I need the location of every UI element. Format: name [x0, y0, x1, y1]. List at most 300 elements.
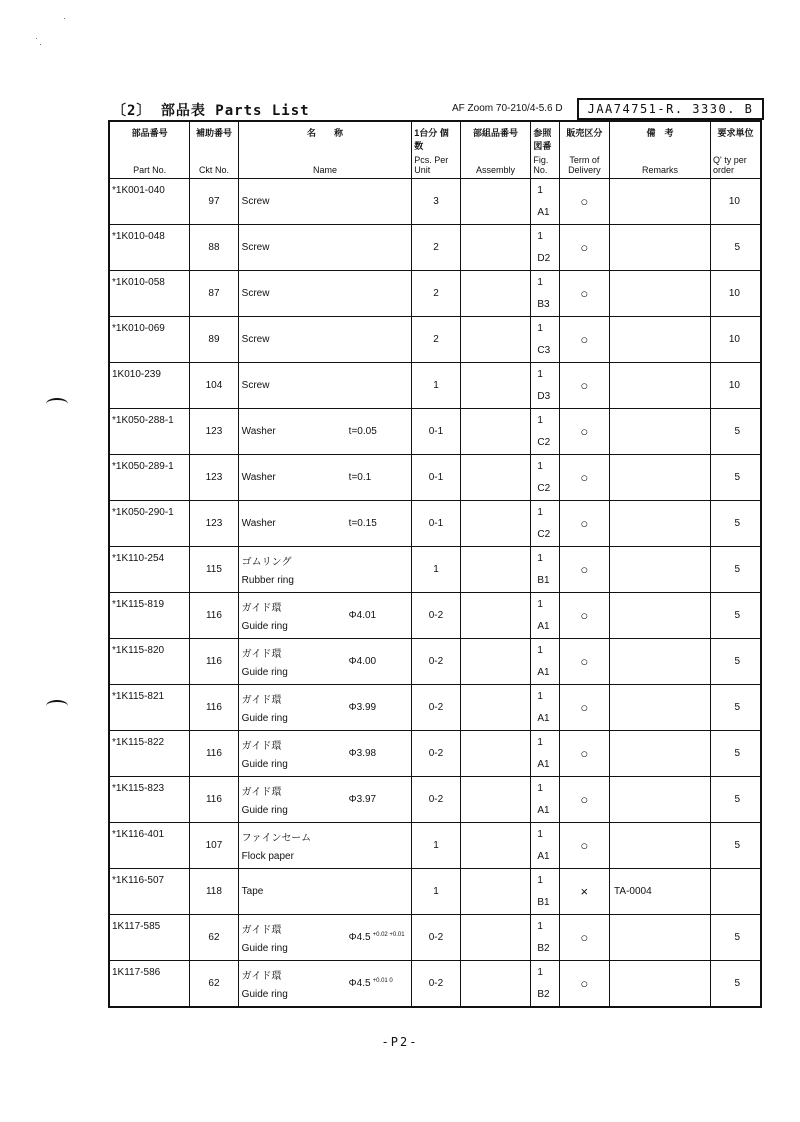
- table-row: [109, 639, 761, 685]
- specification: Φ3.97: [348, 794, 377, 805]
- part-number: *1K115-819: [112, 599, 165, 610]
- ckt-number-cell: [190, 455, 238, 501]
- pcs-cell: [412, 455, 460, 501]
- ckt-number-cell: [190, 685, 238, 731]
- name-cell: [238, 915, 412, 961]
- ckt-number: 116: [205, 794, 222, 805]
- parts-table: [108, 120, 762, 1008]
- fig-location: A1: [537, 805, 550, 816]
- pcs-cell: [412, 317, 460, 363]
- fig-number: 1: [537, 645, 543, 656]
- pcs-per-unit: 0-2: [428, 932, 444, 943]
- fig-location: C2: [537, 529, 551, 540]
- qty-per-order: 5: [734, 242, 740, 253]
- fig-location: A1: [537, 621, 550, 632]
- qty-cell: [710, 869, 761, 915]
- table-row: [109, 455, 761, 501]
- part-number-cell: [109, 179, 190, 225]
- qty-cell: [710, 777, 761, 823]
- ckt-number-cell: [190, 179, 238, 225]
- qty-cell: [710, 317, 761, 363]
- term-cell: [559, 501, 609, 547]
- pcs-cell: [412, 225, 460, 271]
- ckt-number-cell: [190, 961, 238, 1008]
- term-cell: [559, 639, 609, 685]
- pcs-per-unit: 2: [433, 334, 439, 345]
- ckt-number-cell: [190, 869, 238, 915]
- ckt-number-cell: [190, 501, 238, 547]
- fig-cell: [531, 685, 559, 731]
- fig-location: D3: [537, 391, 551, 402]
- ckt-number-cell: [190, 409, 238, 455]
- column-header-qty-per-order: 要求単位 Q' ty per order: [710, 121, 761, 179]
- pcs-per-unit: 2: [433, 288, 439, 299]
- table-row: [109, 225, 761, 271]
- term-of-delivery-mark: ○: [580, 608, 589, 623]
- term-cell: [559, 271, 609, 317]
- pcs-cell: [412, 593, 460, 639]
- term-cell: [559, 915, 609, 961]
- qty-cell: [710, 823, 761, 869]
- pcs-cell: [412, 639, 460, 685]
- ckt-number: 116: [205, 702, 222, 713]
- pcs-per-unit: 1: [433, 840, 439, 851]
- ckt-number-cell: [190, 593, 238, 639]
- term-cell: [559, 593, 609, 639]
- ckt-number: 123: [205, 518, 223, 529]
- qty-cell: [710, 685, 761, 731]
- fig-number: 1: [537, 875, 543, 886]
- qty-cell: [710, 501, 761, 547]
- page-header: [112, 98, 762, 120]
- term-cell: [559, 363, 609, 409]
- name-en: Washer: [241, 426, 276, 437]
- specification: Φ4.01: [348, 610, 377, 621]
- part-number-cell: [109, 961, 190, 1008]
- part-number-cell: [109, 455, 190, 501]
- table-header-row: [109, 121, 761, 179]
- assembly-cell: [460, 455, 531, 501]
- name-ja: ガイド環: [241, 649, 282, 660]
- part-number-cell: [109, 685, 190, 731]
- name-en: Guide ring: [241, 713, 288, 724]
- ckt-number-cell: [190, 363, 238, 409]
- ckt-number: 123: [205, 472, 223, 483]
- assembly-cell: [460, 271, 531, 317]
- pcs-per-unit: 0-2: [428, 978, 444, 989]
- ckt-number: 116: [205, 610, 222, 621]
- scan-speck: [40, 44, 41, 45]
- name-cell: [238, 639, 412, 685]
- pcs-per-unit: 0-2: [428, 794, 444, 805]
- pcs-cell: [412, 731, 460, 777]
- tolerance: +0.02 +0.01: [372, 932, 405, 938]
- name-ja: ガイド環: [241, 695, 282, 706]
- fig-number: 1: [537, 415, 543, 426]
- fig-number: 1: [537, 553, 543, 564]
- part-number-cell: [109, 409, 190, 455]
- name-cell: [238, 547, 412, 593]
- qty-per-order: 5: [734, 794, 740, 805]
- qty-per-order: 5: [734, 932, 740, 943]
- remarks-cell: [610, 777, 711, 823]
- part-number-cell: [109, 593, 190, 639]
- part-number-cell: [109, 915, 190, 961]
- name-en: Screw: [241, 196, 270, 207]
- part-number: *1K115-823: [112, 783, 165, 794]
- fig-number: 1: [537, 369, 543, 380]
- name-en: Rubber ring: [241, 575, 294, 586]
- table-row: [109, 317, 761, 363]
- qty-per-order: 5: [734, 748, 740, 759]
- remarks-cell: [610, 179, 711, 225]
- pcs-cell: [412, 363, 460, 409]
- fig-number: 1: [537, 599, 543, 610]
- fig-number: 1: [537, 231, 543, 242]
- pcs-per-unit: 0-2: [428, 748, 444, 759]
- name-cell: [238, 179, 412, 225]
- term-cell: [559, 225, 609, 271]
- column-header-fig-no: 参照 図番 Fig. No.: [531, 121, 559, 179]
- fig-cell: [531, 409, 559, 455]
- column-header-assembly: 部組品番号 Assembly: [460, 121, 531, 179]
- fig-number: 1: [537, 185, 543, 196]
- part-number-cell: [109, 869, 190, 915]
- ckt-number: 115: [205, 564, 222, 575]
- specification: Φ3.98: [348, 748, 377, 759]
- scan-speck: [36, 38, 37, 39]
- fig-cell: [531, 179, 559, 225]
- term-of-delivery-mark: ○: [580, 516, 589, 531]
- specification: t=0.15: [348, 518, 377, 529]
- part-number-cell: [109, 639, 190, 685]
- term-of-delivery-mark: ×: [580, 884, 589, 899]
- table-row: [109, 179, 761, 225]
- punch-hole-mark: [46, 398, 68, 410]
- remarks-cell: [610, 225, 711, 271]
- ckt-number-cell: [190, 731, 238, 777]
- name-en: Tape: [241, 886, 264, 897]
- specification: t=0.1: [348, 472, 372, 483]
- part-number: 1K117-585: [112, 921, 161, 932]
- qty-per-order: 5: [734, 978, 740, 989]
- term-of-delivery-mark: ○: [580, 700, 589, 715]
- assembly-cell: [460, 869, 531, 915]
- part-number-cell: [109, 823, 190, 869]
- specification: Φ4.5 $^{+0.02 +0.01}$: [348, 932, 405, 943]
- name-cell: [238, 961, 412, 1008]
- term-of-delivery-mark: ○: [580, 240, 589, 255]
- qty-per-order: 5: [734, 518, 740, 529]
- fig-cell: [531, 869, 559, 915]
- remarks-cell: [610, 915, 711, 961]
- term-cell: [559, 409, 609, 455]
- assembly-cell: [460, 685, 531, 731]
- document-number: JAA74751-R. 3330. B: [577, 98, 764, 120]
- name-cell: [238, 455, 412, 501]
- name-en: Screw: [241, 334, 270, 345]
- pcs-cell: [412, 547, 460, 593]
- pcs-per-unit: 1: [433, 564, 439, 575]
- term-of-delivery-mark: ○: [580, 976, 589, 991]
- qty-cell: [710, 639, 761, 685]
- fig-location: A1: [537, 713, 550, 724]
- fig-location: A1: [537, 851, 550, 862]
- qty-cell: [710, 455, 761, 501]
- assembly-cell: [460, 915, 531, 961]
- term-cell: [559, 685, 609, 731]
- fig-number: 1: [537, 967, 543, 978]
- assembly-cell: [460, 731, 531, 777]
- name-en: Guide ring: [241, 759, 288, 770]
- fig-number: 1: [537, 829, 543, 840]
- remarks-cell: [610, 547, 711, 593]
- fig-cell: [531, 317, 559, 363]
- ckt-number-cell: [190, 639, 238, 685]
- name-ja: ファインセーム: [241, 833, 312, 844]
- pcs-per-unit: 0-2: [428, 656, 444, 667]
- fig-location: A1: [537, 667, 550, 678]
- term-of-delivery-mark: ○: [580, 930, 589, 945]
- name-en: Screw: [241, 380, 270, 391]
- remarks-cell: [610, 317, 711, 363]
- fig-location: C2: [537, 437, 551, 448]
- remarks-cell: [610, 455, 711, 501]
- part-number: *1K115-822: [112, 737, 165, 748]
- remarks-cell: [610, 823, 711, 869]
- pcs-cell: [412, 823, 460, 869]
- pcs-cell: [412, 179, 460, 225]
- term-of-delivery-mark: ○: [580, 332, 589, 347]
- remarks-cell: [610, 731, 711, 777]
- part-number-cell: [109, 777, 190, 823]
- specification: Φ4.00: [348, 656, 377, 667]
- pcs-per-unit: 0-2: [428, 610, 444, 621]
- qty-per-order: 10: [728, 196, 740, 207]
- remarks-cell: [610, 961, 711, 1008]
- pcs-cell: [412, 915, 460, 961]
- assembly-cell: [460, 317, 531, 363]
- name-cell: [238, 271, 412, 317]
- fig-number: 1: [537, 921, 543, 932]
- scan-speck: [64, 18, 65, 19]
- fig-cell: [531, 777, 559, 823]
- fig-cell: [531, 639, 559, 685]
- part-number: 1K117-586: [112, 967, 161, 978]
- qty-cell: [710, 363, 761, 409]
- specification: Φ3.99: [348, 702, 377, 713]
- fig-number: 1: [537, 323, 543, 334]
- fig-location: A1: [537, 207, 550, 218]
- fig-cell: [531, 225, 559, 271]
- qty-per-order: 5: [734, 702, 740, 713]
- punch-hole-mark: [46, 700, 68, 712]
- ckt-number: 97: [208, 196, 220, 207]
- qty-cell: [710, 593, 761, 639]
- name-cell: [238, 823, 412, 869]
- ckt-number-cell: [190, 317, 238, 363]
- name-ja: ゴムリング: [241, 557, 292, 568]
- fig-number: 1: [537, 461, 543, 472]
- remarks-cell: [610, 409, 711, 455]
- assembly-cell: [460, 363, 531, 409]
- part-number-cell: [109, 501, 190, 547]
- fig-cell: [531, 731, 559, 777]
- qty-cell: [710, 179, 761, 225]
- assembly-cell: [460, 225, 531, 271]
- name-ja: ガイド環: [241, 925, 282, 936]
- section-title: 〔2〕 部品表 Parts List: [112, 103, 310, 119]
- ckt-number: 107: [205, 840, 223, 851]
- fig-cell: [531, 961, 559, 1008]
- pcs-per-unit: 1: [433, 380, 439, 391]
- remarks-cell: [610, 501, 711, 547]
- table-row: [109, 961, 761, 1008]
- name-en: Guide ring: [241, 667, 288, 678]
- qty-cell: [710, 225, 761, 271]
- ckt-number-cell: [190, 915, 238, 961]
- qty-per-order: 10: [728, 380, 740, 391]
- part-number: *1K001-040: [112, 185, 165, 196]
- fig-cell: [531, 547, 559, 593]
- specification: Φ4.5 $^{+0.01 0}$: [348, 978, 393, 989]
- table-row: [109, 777, 761, 823]
- qty-per-order: 5: [734, 610, 740, 621]
- qty-cell: [710, 409, 761, 455]
- term-of-delivery-mark: ○: [580, 838, 589, 853]
- name-cell: [238, 869, 412, 915]
- term-of-delivery-mark: ○: [580, 792, 589, 807]
- fig-location: A1: [537, 759, 550, 770]
- term-cell: [559, 823, 609, 869]
- part-number: *1K050-290-1: [112, 507, 174, 518]
- name-cell: [238, 225, 412, 271]
- term-cell: [559, 961, 609, 1008]
- ckt-number: 116: [205, 748, 222, 759]
- fig-location: C3: [537, 345, 551, 356]
- table-row: [109, 363, 761, 409]
- pcs-per-unit: 0-2: [428, 702, 444, 713]
- table-row: [109, 685, 761, 731]
- table-row: [109, 409, 761, 455]
- part-number: *1K110-254: [112, 553, 165, 564]
- assembly-cell: [460, 823, 531, 869]
- part-number: *1K115-821: [112, 691, 165, 702]
- remarks-cell: [610, 869, 711, 915]
- name-en: Guide ring: [241, 805, 288, 816]
- column-header-part-no: 部品番号 Part No.: [109, 121, 190, 179]
- remarks-cell: [610, 271, 711, 317]
- pcs-per-unit: 1: [433, 886, 439, 897]
- fig-location: B1: [537, 897, 550, 908]
- column-header-term-of-delivery: 販売区分 Term of Delivery: [559, 121, 609, 179]
- qty-per-order: 5: [734, 564, 740, 575]
- name-ja: ガイド環: [241, 603, 282, 614]
- part-number-cell: [109, 731, 190, 777]
- fig-cell: [531, 455, 559, 501]
- name-en: Washer: [241, 472, 276, 483]
- page-number: -P2-: [381, 1035, 419, 1049]
- term-of-delivery-mark: ○: [580, 746, 589, 761]
- ckt-number: 116: [205, 656, 222, 667]
- name-cell: [238, 777, 412, 823]
- assembly-cell: [460, 179, 531, 225]
- name-en: Washer: [241, 518, 276, 529]
- part-number: *1K010-058: [112, 277, 165, 288]
- ckt-number-cell: [190, 547, 238, 593]
- name-en: Guide ring: [241, 989, 288, 1000]
- remarks-cell: [610, 593, 711, 639]
- pcs-cell: [412, 961, 460, 1008]
- fig-number: 1: [537, 507, 543, 518]
- part-number: *1K116-507: [112, 875, 165, 886]
- term-cell: [559, 869, 609, 915]
- pcs-cell: [412, 777, 460, 823]
- ckt-number: 123: [205, 426, 223, 437]
- qty-per-order: 5: [734, 840, 740, 851]
- part-number-cell: [109, 363, 190, 409]
- table-row: [109, 547, 761, 593]
- assembly-cell: [460, 961, 531, 1008]
- fig-cell: [531, 271, 559, 317]
- table-row: [109, 869, 761, 915]
- assembly-cell: [460, 547, 531, 593]
- part-number-cell: [109, 271, 190, 317]
- name-en: Guide ring: [241, 621, 288, 632]
- column-header-remarks: 備 考 Remarks: [610, 121, 711, 179]
- qty-per-order: 10: [728, 288, 740, 299]
- assembly-cell: [460, 409, 531, 455]
- part-number: *1K115-820: [112, 645, 165, 656]
- pcs-per-unit: 2: [433, 242, 439, 253]
- fig-location: B2: [537, 943, 550, 954]
- fig-cell: [531, 363, 559, 409]
- name-cell: [238, 593, 412, 639]
- ckt-number: 62: [208, 978, 220, 989]
- ckt-number: 87: [208, 288, 220, 299]
- term-cell: [559, 777, 609, 823]
- ckt-number: 104: [205, 380, 223, 391]
- table-row: [109, 271, 761, 317]
- remarks-cell: [610, 639, 711, 685]
- name-cell: [238, 501, 412, 547]
- name-cell: [238, 409, 412, 455]
- part-number: 1K010-239: [112, 369, 161, 380]
- term-of-delivery-mark: ○: [580, 424, 589, 439]
- pcs-cell: [412, 685, 460, 731]
- term-cell: [559, 731, 609, 777]
- fig-location: B3: [537, 299, 550, 310]
- table-row: [109, 731, 761, 777]
- column-header-pcs-per-unit: 1台分 個 数 Pcs. Per Unit: [412, 121, 460, 179]
- table-row: [109, 823, 761, 869]
- term-of-delivery-mark: ○: [580, 654, 589, 669]
- column-header-ckt-no: 補助番号 Ckt No.: [190, 121, 238, 179]
- pcs-cell: [412, 869, 460, 915]
- remarks-cell: [610, 363, 711, 409]
- fig-number: 1: [537, 277, 543, 288]
- ckt-number-cell: [190, 823, 238, 869]
- fig-location: B2: [537, 989, 550, 1000]
- name-ja: ガイド環: [241, 971, 282, 982]
- fig-number: 1: [537, 783, 543, 794]
- pcs-cell: [412, 409, 460, 455]
- model-name: AF Zoom 70-210/4-5.6 D: [452, 103, 563, 114]
- part-number: *1K050-289-1: [112, 461, 174, 472]
- pcs-cell: [412, 501, 460, 547]
- specification: t=0.05: [348, 426, 377, 437]
- column-header-name: 名 称 Name: [238, 121, 412, 179]
